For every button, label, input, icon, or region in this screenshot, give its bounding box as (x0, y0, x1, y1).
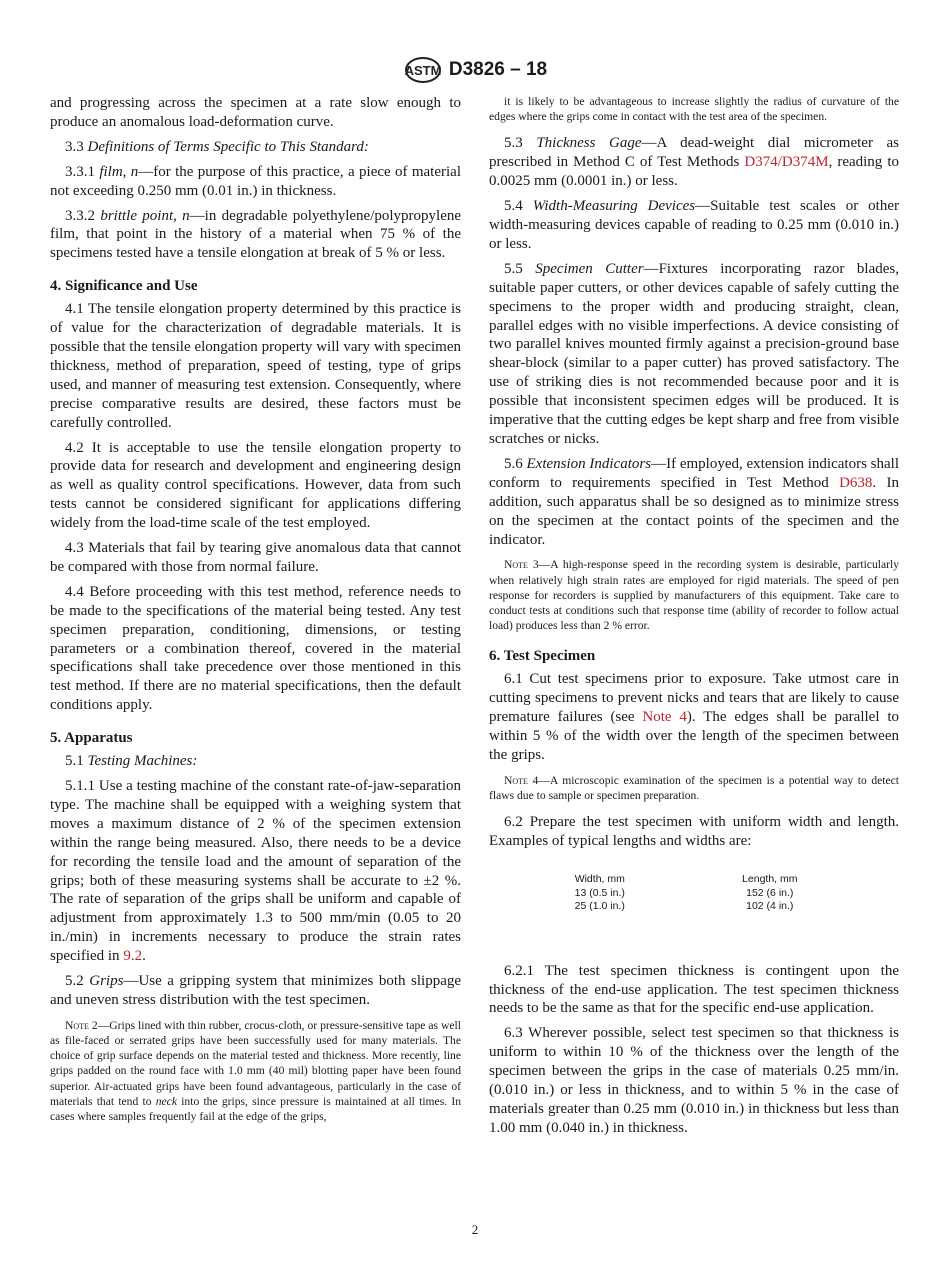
section-heading (489, 647, 899, 666)
text-span: it is likely to be advantageous to increase slightly the radius of curvature of the edges where the grips come in contact with the test area of the specimen. (489, 95, 899, 124)
paragraph (50, 439, 461, 534)
paragraph (50, 300, 461, 432)
text-span: Width-Measuring Devices (532, 198, 696, 215)
paragraph (489, 197, 899, 254)
paragraph (50, 777, 461, 966)
text-span: 6.2.1 The test specimen thickness is contingent upon the thickness of the end-use application. The test specimen thickness needs to be the same as that for the specific end-use application. (489, 962, 899, 1017)
text-span: Extension Indicators (526, 455, 652, 472)
text-span: into the grips, since pressure is maintained at all times. In cases where samples frequently fail at the edge of the grips, (50, 1094, 461, 1124)
text-span: Note (504, 558, 528, 572)
text-span: 3.3.2 (65, 207, 101, 224)
text-span: brittle point, n (100, 207, 190, 224)
text-span: 4—A microscopic examination of the specimen is a potential way to detect flaws due to sample or specimen preparation. (489, 773, 899, 803)
page-header (0, 56, 950, 84)
text-span: 2—Grips lined with thin rubber, crocus-cloth, or pressure-sensitive tape as well as file-faced or serrated grips have been successfully used for many materials. The choice of grip surface depends on the material tested and thickness. More recently, line grips padded on the round face with 1.0 mm (40 mil) blotting paper have been found superior. Air-actuated grips have been found advantageous, particularly in the case of materials that tend to (50, 1018, 461, 1108)
paragraph (50, 972, 461, 1010)
text-span: 3—A high-response speed in the recording system is desirable, particularly when relatively high strain rates are employed for rigid materials. The speed of pen response for recorders is supplied by manufacturers of this equipment. Take care to conduct tests at conditions such that response time (ability of recorder to follow actual load) produces less than 2 % error. (489, 558, 899, 633)
text-span: —Fixtures incorporating razor blades, suitable paper cutters, or other devices capable of safely cutting the specimens to the proper width and producing straight, clean, parallel edges with no visible imperfections. A device consisting of two parallel knives mounted firmly against a precision-ground base shear-block (similar to a paper cutter) has proved satisfactory. The use of striking dies is not recommended because poor and it is possible that inconsistent specimen edges will be produced. It is imperative that the cutting edges be kept sharp and free from visible scratches or nicks. (489, 260, 899, 447)
paragraph (50, 752, 461, 771)
paragraph (50, 207, 461, 264)
reference-link[interactable]: Note 4 (642, 709, 687, 726)
text-span: 5.3 (504, 135, 537, 152)
text-span: 5. Apparatus (50, 730, 133, 747)
text-span: , reading to 0.0025 mm (0.0001 in.) or less. (489, 154, 899, 190)
paragraph (50, 583, 461, 715)
text-span: —in degradable polyethylene/polypropylene film, that point in the history of a material when 75 % of the specimens tested have a tensile elongation at break of 5 % or less. (50, 207, 462, 262)
paragraph (50, 539, 461, 577)
table-cell: 13 (0.5 in.) (574, 886, 625, 899)
table-row (519, 873, 859, 887)
paragraph (489, 134, 899, 191)
text-span: 5.6 (504, 455, 527, 472)
text-span: 6.2 Prepare the test specimen with uniform width and length. Examples of typical lengths and widths are: (489, 814, 899, 850)
right-column (489, 94, 899, 1144)
reference-link[interactable]: D638 (839, 474, 873, 491)
text-span: Note (65, 1018, 89, 1032)
text-span: 4.3 Materials that fail by tearing give anomalous data that cannot be compared with those from normal failure. (50, 540, 461, 575)
table-header-cell: Width, mm (574, 873, 625, 886)
left-column (50, 94, 461, 1134)
text-span: —Suitable test scales or other width-measuring devices capable of reading to 0.25 mm (0.010 in.) or less. (489, 198, 900, 252)
text-span: . (142, 948, 146, 965)
reference-link[interactable]: 9.2 (123, 948, 143, 965)
page-number: 2 (471, 1222, 479, 1237)
text-span: 5.4 (504, 198, 533, 215)
text-span: Thickness Gage (536, 135, 642, 152)
text-span: —Use a gripping system that minimizes both slippage and uneven stress distribution with the test specimen. (50, 973, 462, 1008)
text-span: 4.4 Before proceeding with this test method, reference needs to be made to the specifications of the material being tested. Any test specimen preparation, conditioning, dimensions, or testing parameters or a combination thereof, covered in the material specifications shall take precedence over those mentioned in this test method. If there are no material specifications, then the default conditions apply. (50, 583, 461, 714)
text-span: 6. Test Specimen (489, 648, 596, 665)
paragraph (489, 1024, 899, 1137)
text-span: —A dead-weight dial micrometer as prescribed in Method C of Test Methods (489, 135, 899, 171)
astm-logo-icon (403, 56, 443, 84)
text-span: 5.2 (65, 973, 90, 990)
text-span: 5.5 (504, 260, 536, 277)
text-span: Note (504, 773, 528, 787)
section-heading (50, 729, 461, 748)
text-span: Grips (89, 973, 124, 990)
note-paragraph (50, 1018, 461, 1124)
reference-link[interactable]: D374/D374M (744, 154, 829, 171)
text-span: Definitions of Terms Specific to This Standard: (87, 138, 369, 155)
note-paragraph (489, 773, 899, 803)
section-heading (50, 277, 461, 296)
text-span: ). The edges shall be parallel to within 5 % of the width over the length of the specimen between the grips. (489, 709, 899, 763)
table-cell: 102 (4 in.) (746, 900, 794, 913)
text-span: 3.3.1 (65, 163, 100, 180)
svg-text:ASTM: ASTM (404, 63, 442, 78)
paragraph (50, 163, 461, 201)
text-span: 5.1 (65, 753, 88, 770)
note-paragraph (489, 557, 899, 633)
table-header-cell: Length, mm (742, 873, 798, 886)
paragraph (50, 94, 461, 132)
text-span: neck (155, 1094, 177, 1108)
document-id: D3826 – 18 (448, 59, 548, 80)
text-span: 4.1 The tensile elongation property determined by this practice is of value for the characterization of degradable materials. It is possible that the tensile elongation property will vary with specimen thickness, method of preparation, speed of testing, type of grips used, and manner of measuring test extension. Consequently, where precise comparative results are desired, these factors must be carefully controlled. (50, 301, 461, 431)
text-span: Specimen Cutter (535, 260, 644, 277)
table-row (519, 900, 859, 914)
paragraph (489, 813, 899, 851)
text-span: 6.1 Cut test specimens prior to exposure. Take utmost care in cutting specimens to prevent nicks and tears that are likely to cause premature failures (see (489, 671, 899, 726)
text-span: . In addition, such apparatus shall be so designed as to minimize stress on the specimen at the contact points of the specimen and the indicator. (489, 474, 899, 548)
note-paragraph (489, 94, 899, 124)
text-span: —for the purpose of this practice, a piece of material not exceeding 0.250 mm (0.01 in.) in thickness. (50, 163, 461, 199)
paragraph (489, 962, 899, 1019)
text-span: 6.3 Wherever possible, select test specimen so that thickness is uniform to within 10 % of the thickness over the length of the specimen between the grips in the case of materials 0.25 mm/in. (0.010 in.) or less in thickness, and to within 5 % in the case of materials greater than 0.25 mm (0.010 in.) in thickness but less than 1.00 mm (0.040 in.) in thickness. (489, 1025, 899, 1136)
table-row (519, 887, 859, 901)
text-span: 4. Significance and Use (50, 278, 198, 295)
table-cell: 25 (1.0 in.) (574, 900, 625, 913)
text-span: film, n (99, 163, 139, 180)
table-cell: 152 (6 in.) (746, 886, 794, 899)
text-span: 4.2 It is acceptable to use the tensile elongation property to provide data for research and development and engineering design as well as quality control specifications. However, data from such tests cannot be considered significant for applications differing widely from the load-time scale of the test employed. (50, 439, 461, 532)
text-span: 5.1.1 Use a testing machine of the constant rate-of-jaw-separation type. The machine shall be equipped with a weighing system that moves a maximum distance of 2 % of the specimen extension within the range being measured. Also, there needs to be a device for recording the tensile load and the amount of separation of the grips; both of these measuring systems shall be accurate to ±2 %. The rate of separation of the grips shall be uniform and capable of adjustment from approximately 1.3 to 500 mm/min (0.05 to 20 in./min) in increments necessary to produce the strain rates specified in (50, 778, 461, 965)
text-span: Testing Machines: (87, 753, 198, 770)
specimen-dimensions-table (519, 873, 859, 914)
text-span: 3.3 (65, 138, 88, 155)
text-span: —If employed, extension indicators shall conform to requirements specified in Test Method (489, 455, 899, 491)
paragraph (50, 138, 461, 157)
paragraph (489, 670, 899, 765)
paragraph (489, 260, 899, 449)
text-span: and progressing across the specimen at a rate slow enough to produce an anomalous load-deformation curve. (50, 95, 461, 130)
paragraph (489, 455, 899, 550)
